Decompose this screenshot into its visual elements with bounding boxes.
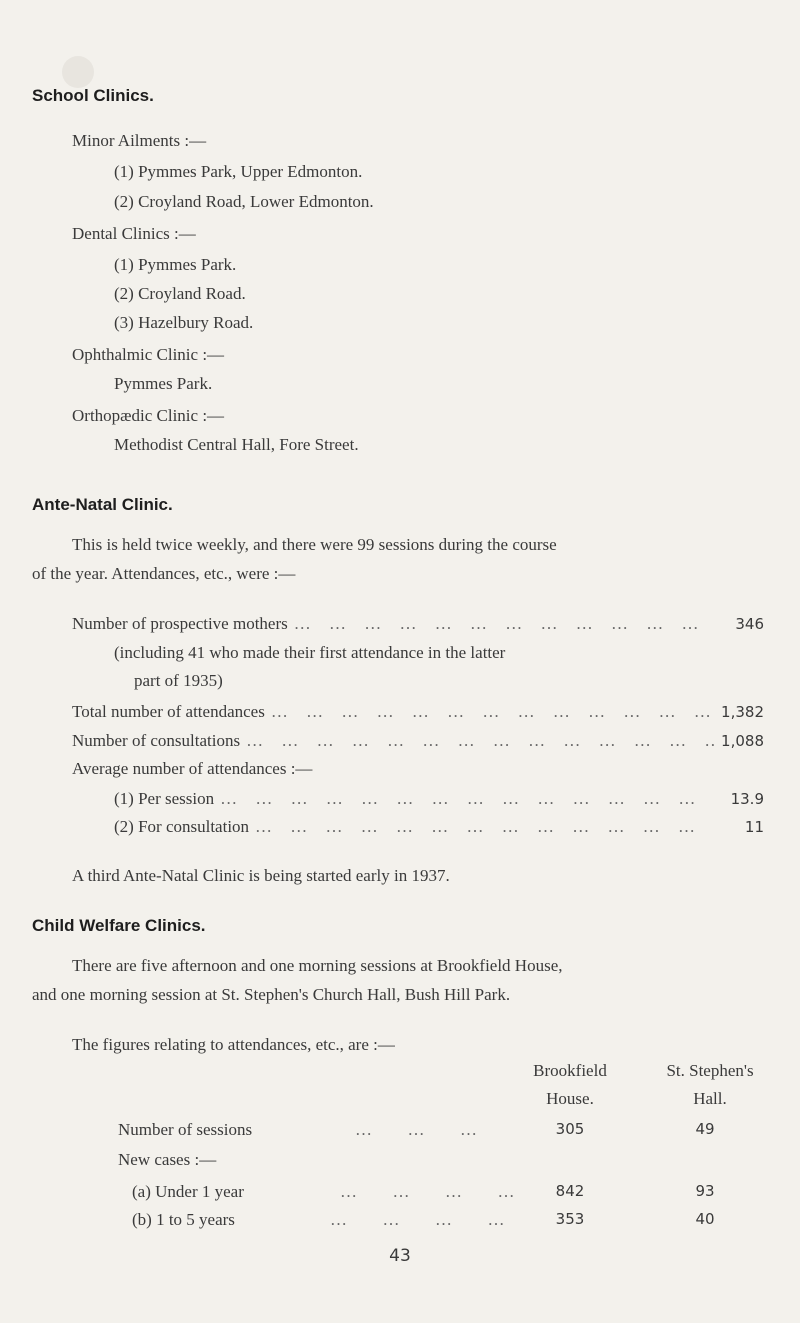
row-label: (a) Under 1 year: [132, 1182, 244, 1201]
ophthalmic-clinic-location: Pymmes Park.: [114, 374, 213, 393]
total-attendances-row: [72, 702, 764, 722]
ophthalmic-clinic-label: Ophthalmic Clinic :—: [72, 345, 225, 364]
row-label: (2) For consultation: [114, 817, 250, 836]
row-value: 11: [744, 818, 764, 836]
orthopaedic-clinic-label: Orthopædic Clinic :—: [72, 406, 225, 425]
dental-clinics-label: Dental Clinics :—: [72, 224, 196, 243]
leader-dots: … … …: [355, 1120, 486, 1139]
child-welfare-heading: Child Welfare Clinics.: [32, 916, 206, 935]
row-label: Number of consultations: [72, 731, 241, 750]
dental-clinics-item: (1) Pymmes Park.: [114, 255, 237, 274]
st-stephens-value: 93: [695, 1182, 715, 1200]
prospective-mothers-note: (including 41 who made their first attendance in the latter: [114, 643, 506, 662]
st-stephens-column-header: St. Stephen's: [666, 1061, 754, 1080]
st-stephens-column-header: Hall.: [693, 1089, 727, 1108]
minor-ailments-item: (2) Croyland Road, Lower Edmonton.: [114, 192, 374, 211]
brookfield-column-header: House.: [546, 1089, 594, 1108]
leader-dots: … … … …: [340, 1182, 524, 1201]
minor-ailments-label: Minor Ailments :—: [72, 131, 207, 150]
prospective-mothers-note: part of 1935): [134, 671, 223, 690]
row-label: (1) Per session: [114, 789, 215, 808]
row-label: (b) 1 to 5 years: [132, 1210, 235, 1229]
page-number: 43: [389, 1246, 411, 1266]
figures-intro: The figures relating to attendances, etc., are :—: [72, 1035, 395, 1054]
st-stephens-value: 49: [695, 1120, 715, 1138]
school-clinics-heading: School Clinics.: [32, 86, 154, 105]
minor-ailments-item: (1) Pymmes Park, Upper Edmonton.: [114, 162, 363, 181]
ante-natal-intro: This is held twice weekly, and there were 99 sessions during the course: [72, 535, 557, 554]
orthopaedic-clinic-location: Methodist Central Hall, Fore Street.: [114, 435, 359, 454]
for-consultation-row: [114, 817, 764, 837]
consultations-row: [72, 731, 764, 751]
paper-smudge: [62, 56, 94, 88]
prospective-mothers-row: [72, 614, 764, 634]
row-label: Number of prospective mothers: [72, 614, 288, 633]
st-stephens-value: 40: [695, 1210, 715, 1228]
leader-dots: … … … …: [330, 1210, 514, 1229]
leader-dots: [240, 731, 714, 751]
leader-dots: [288, 614, 714, 634]
child-welfare-intro: and one morning session at St. Stephen's Church Hall, Bush Hill Park.: [32, 985, 511, 1004]
ante-natal-heading: Ante-Natal Clinic.: [32, 495, 173, 514]
leader-dots: [249, 817, 714, 837]
brookfield-value: 305: [555, 1120, 585, 1138]
brookfield-column-header: Brookfield: [533, 1061, 607, 1080]
row-label: Total number of attendances: [72, 702, 265, 721]
brookfield-value: 353: [555, 1210, 585, 1228]
new-cases-label: New cases :—: [118, 1150, 217, 1169]
leader-dots: [214, 789, 714, 809]
ante-natal-intro: of the year. Attendances, etc., were :—: [32, 564, 296, 583]
ante-natal-closing: A third Ante-Natal Clinic is being started early in 1937.: [72, 866, 450, 885]
leader-dots: [265, 702, 714, 722]
average-attendances-label: Average number of attendances :—: [72, 759, 313, 778]
per-session-row: [114, 789, 764, 809]
dental-clinics-item: (2) Croyland Road.: [114, 284, 246, 303]
row-value: 346: [735, 615, 764, 633]
row-value: 1,382: [721, 703, 764, 721]
dental-clinics-item: (3) Hazelbury Road.: [114, 313, 254, 332]
child-welfare-intro: There are five afternoon and one morning sessions at Brookfield House,: [72, 956, 563, 975]
row-value: 1,088: [721, 732, 764, 750]
row-value: 13.9: [730, 790, 764, 808]
brookfield-value: 842: [555, 1182, 585, 1200]
row-label: Number of sessions: [118, 1120, 253, 1139]
